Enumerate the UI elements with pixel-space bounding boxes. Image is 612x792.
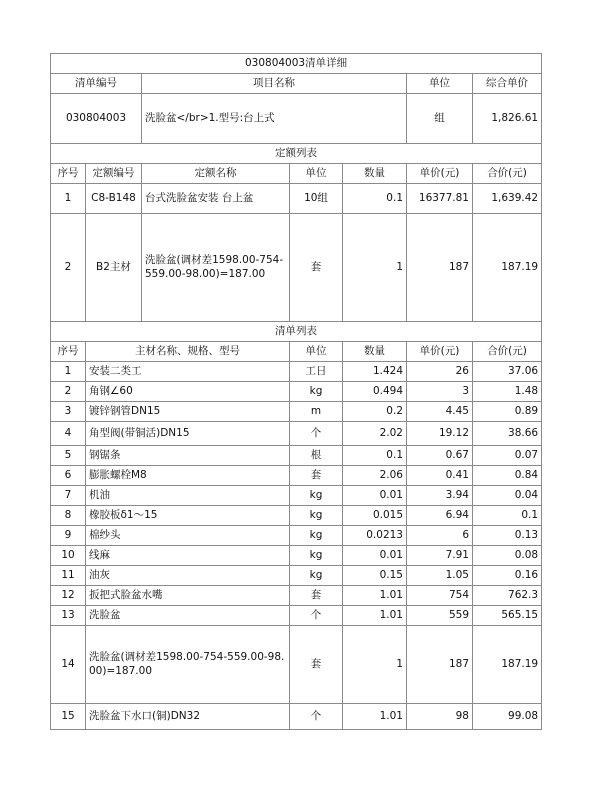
material-name: 油灰: [86, 566, 290, 586]
material-price: 6: [407, 526, 473, 546]
material-seq: 1: [51, 362, 86, 382]
quota-header-unit: 单位: [290, 164, 343, 184]
material-unit: kg: [290, 526, 343, 546]
material-qty: 2.02: [343, 422, 407, 446]
quota-seq: 2: [51, 214, 86, 322]
material-price: 559: [407, 606, 473, 626]
material-row: [51, 506, 542, 526]
material-header-total: 合价(元): [473, 342, 542, 362]
material-unit: 个: [290, 704, 343, 730]
quota-header-name: 定额名称: [142, 164, 290, 184]
material-total: 0.84: [473, 466, 542, 486]
material-total: 1.48: [473, 382, 542, 402]
material-total: 187.19: [473, 626, 542, 704]
material-name: 膨胀螺栓M8: [86, 466, 290, 486]
material-header-name: 主材名称、规格、型号: [86, 342, 290, 362]
material-qty: 1: [343, 626, 407, 704]
material-section-title: 清单列表: [51, 322, 542, 342]
material-row: [51, 486, 542, 506]
material-name: 安装二类工: [86, 362, 290, 382]
material-name: 钢锯条: [86, 446, 290, 466]
material-qty: 1.01: [343, 606, 407, 626]
material-qty: 0.15: [343, 566, 407, 586]
material-price: 0.67: [407, 446, 473, 466]
quota-seq: 1: [51, 184, 86, 214]
material-unit: 个: [290, 422, 343, 446]
material-row: [51, 546, 542, 566]
material-price: 3.94: [407, 486, 473, 506]
material-name: 扳把式脸盆水嘴: [86, 586, 290, 606]
material-unit: 套: [290, 586, 343, 606]
material-total: 565.15: [473, 606, 542, 626]
quota-unit: 10组: [290, 184, 343, 214]
material-seq: 4: [51, 422, 86, 446]
material-total: 99.08: [473, 704, 542, 730]
material-total: 0.89: [473, 402, 542, 422]
quota-price: 16377.81: [407, 184, 473, 214]
material-name: 棉纱头: [86, 526, 290, 546]
material-price: 0.41: [407, 466, 473, 486]
material-unit: kg: [290, 546, 343, 566]
quota-qty: 0.1: [343, 184, 407, 214]
bill-header-price: 综合单价: [473, 74, 542, 94]
material-seq: 14: [51, 626, 86, 704]
material-seq: 8: [51, 506, 86, 526]
quota-price: 187: [407, 214, 473, 322]
quota-total: 1,639.42: [473, 184, 542, 214]
material-qty: 0.0213: [343, 526, 407, 546]
material-price: 187: [407, 626, 473, 704]
quota-row: [51, 214, 542, 322]
material-seq: 15: [51, 704, 86, 730]
table-title: 030804003清单详细: [51, 54, 542, 74]
quota-name: 台式洗脸盆安装 台上盆: [142, 184, 290, 214]
quota-qty: 1: [343, 214, 407, 322]
bill-header-name: 项目名称: [142, 74, 407, 94]
quota-header-seq: 序号: [51, 164, 86, 184]
material-unit: kg: [290, 486, 343, 506]
material-total: 38.66: [473, 422, 542, 446]
material-seq: 10: [51, 546, 86, 566]
material-name: 机油: [86, 486, 290, 506]
material-total: 37.06: [473, 362, 542, 382]
material-header-qty: 数量: [343, 342, 407, 362]
material-row: [51, 402, 542, 422]
quota-header-total: 合价(元): [473, 164, 542, 184]
material-row: [51, 526, 542, 546]
material-price: 26: [407, 362, 473, 382]
material-unit: kg: [290, 566, 343, 586]
material-unit: 根: [290, 446, 343, 466]
material-total: 0.13: [473, 526, 542, 546]
material-seq: 3: [51, 402, 86, 422]
material-unit: m: [290, 402, 343, 422]
material-qty: 1.424: [343, 362, 407, 382]
material-seq: 2: [51, 382, 86, 402]
material-price: 3: [407, 382, 473, 402]
material-name: 橡胶板δ1～15: [86, 506, 290, 526]
material-total: 0.04: [473, 486, 542, 506]
quota-header-price: 单价(元): [407, 164, 473, 184]
material-name: 线麻: [86, 546, 290, 566]
material-qty: 0.01: [343, 486, 407, 506]
material-total: 0.1: [473, 506, 542, 526]
material-list: [51, 362, 542, 730]
quota-name: 洗脸盆(调材差1598.00-754-559.00-98.00)=187.00: [142, 214, 290, 322]
material-total: 0.07: [473, 446, 542, 466]
quota-code: C8-B148: [86, 184, 142, 214]
quota-header-qty: 数量: [343, 164, 407, 184]
material-price: 1.05: [407, 566, 473, 586]
material-unit: 套: [290, 466, 343, 486]
material-qty: 1.01: [343, 586, 407, 606]
material-name: 镀锌钢管DN15: [86, 402, 290, 422]
material-qty: 0.494: [343, 382, 407, 402]
material-price: 6.94: [407, 506, 473, 526]
material-qty: 0.1: [343, 446, 407, 466]
material-name: 洗脸盆下水口(铜)DN32: [86, 704, 290, 730]
bill-price: 1,826.61: [473, 94, 542, 144]
material-seq: 12: [51, 586, 86, 606]
bill-name: 洗脸盆</br>1.型号:台上式: [142, 94, 407, 144]
quota-header-code: 定额编号: [86, 164, 142, 184]
material-row: [51, 606, 542, 626]
material-row: [51, 566, 542, 586]
material-name: 角型阀(带铜活)DN15: [86, 422, 290, 446]
quota-row: [51, 184, 542, 214]
material-unit: 个: [290, 606, 343, 626]
material-unit: 工日: [290, 362, 343, 382]
material-name: 角钢∠60: [86, 382, 290, 402]
material-row: [51, 466, 542, 486]
quota-section-title: 定额列表: [51, 144, 542, 164]
material-seq: 7: [51, 486, 86, 506]
material-header-unit: 单位: [290, 342, 343, 362]
material-total: 0.16: [473, 566, 542, 586]
material-unit: kg: [290, 382, 343, 402]
quota-total: 187.19: [473, 214, 542, 322]
material-seq: 9: [51, 526, 86, 546]
material-total: 0.08: [473, 546, 542, 566]
bill-header-code: 清单编号: [51, 74, 142, 94]
material-qty: 2.06: [343, 466, 407, 486]
material-qty: 1.01: [343, 704, 407, 730]
material-price: 19.12: [407, 422, 473, 446]
material-name: 洗脸盆(调材差1598.00-754-559.00-98.00)=187.00: [86, 626, 290, 704]
material-total: 762.3: [473, 586, 542, 606]
material-row: [51, 704, 542, 730]
material-seq: 6: [51, 466, 86, 486]
material-seq: 11: [51, 566, 86, 586]
material-row: [51, 422, 542, 446]
material-seq: 5: [51, 446, 86, 466]
material-price: 98: [407, 704, 473, 730]
material-row: [51, 446, 542, 466]
material-price: 7.91: [407, 546, 473, 566]
material-name: 洗脸盆: [86, 606, 290, 626]
quota-unit: 套: [290, 214, 343, 322]
material-row: [51, 626, 542, 704]
material-seq: 13: [51, 606, 86, 626]
material-qty: 0.2: [343, 402, 407, 422]
bill-detail-table: [50, 53, 542, 730]
material-header-price: 单价(元): [407, 342, 473, 362]
material-row: [51, 362, 542, 382]
quota-code: B2主材: [86, 214, 142, 322]
material-header-seq: 序号: [51, 342, 86, 362]
material-price: 4.45: [407, 402, 473, 422]
material-qty: 0.01: [343, 546, 407, 566]
bill-code: 030804003: [51, 94, 142, 144]
material-row: [51, 382, 542, 402]
bill-header-unit: 单位: [407, 74, 473, 94]
material-qty: 0.015: [343, 506, 407, 526]
material-price: 754: [407, 586, 473, 606]
material-unit: kg: [290, 506, 343, 526]
material-row: [51, 586, 542, 606]
bill-unit: 组: [407, 94, 473, 144]
material-unit: 套: [290, 626, 343, 704]
